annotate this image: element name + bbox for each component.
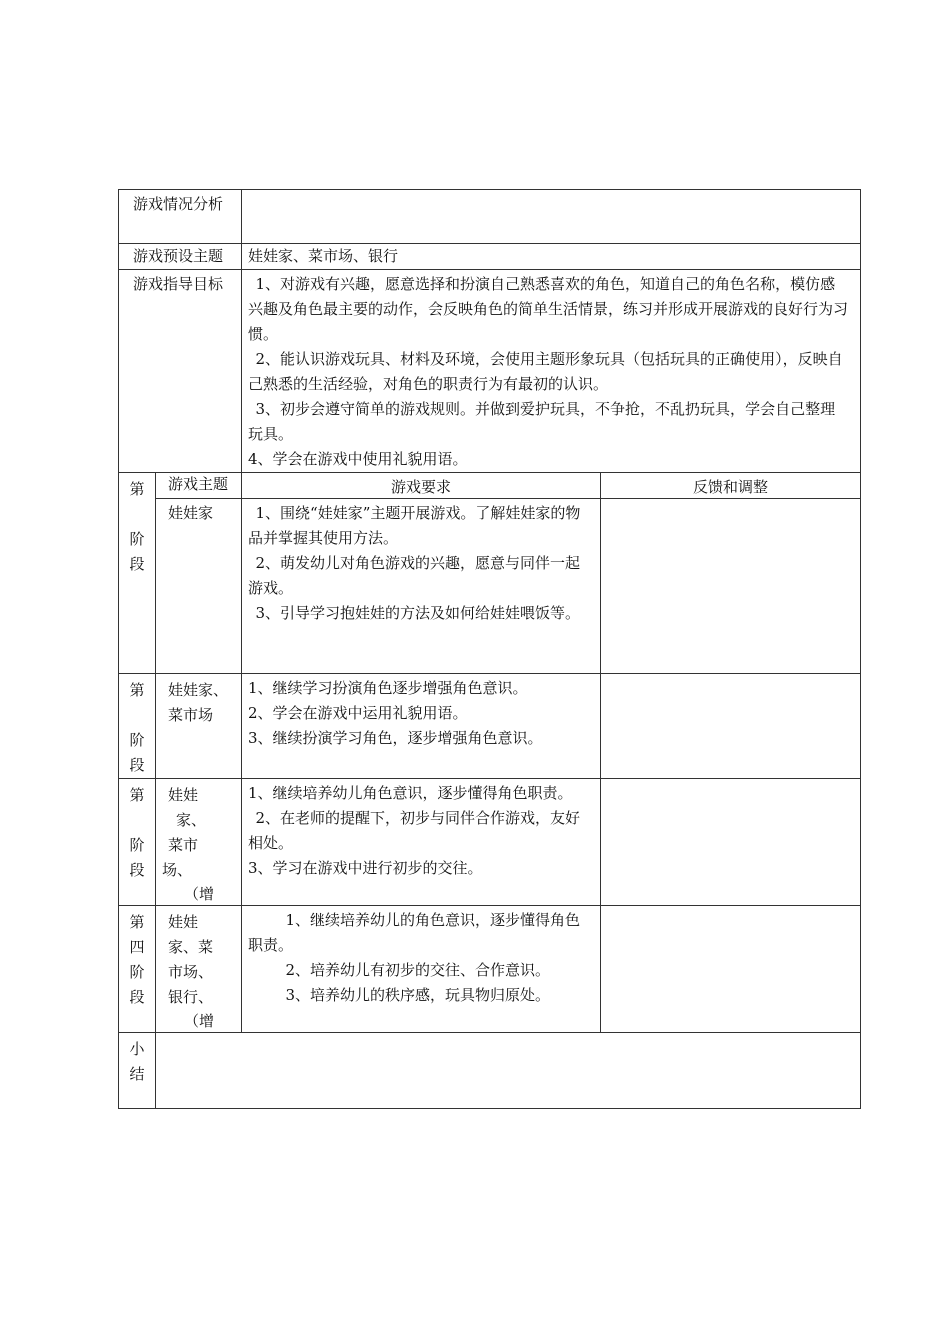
theme-line: 银行、	[168, 988, 214, 1006]
stage-char: 四	[129, 938, 145, 956]
stage-3-feedback[interactable]	[601, 779, 861, 906]
stage-char: 段	[129, 861, 145, 879]
stage-char: 阶	[129, 530, 145, 548]
requirement-item: 1、继续培养幼儿角色意识，逐步懂得角色职责。	[248, 784, 573, 802]
theme-row	[119, 244, 861, 270]
analysis-content[interactable]	[242, 190, 861, 244]
goal-label: 游戏指导目标	[119, 270, 242, 473]
stage-2-requirements	[242, 674, 601, 779]
requirement-item: 1、继续培养幼儿的角色意识，逐步懂得角色职责。	[248, 911, 581, 954]
requirement-item: 2、学会在游戏中运用礼貌用语。	[248, 704, 468, 722]
stage-char: 阶	[129, 963, 145, 981]
stage-char: 第	[129, 786, 145, 804]
feedback-column-header: 反馈和调整	[601, 473, 861, 499]
theme-column-header: 游戏主题	[156, 473, 242, 499]
theme-value: 娃娃家、菜市场、银行	[242, 244, 861, 270]
stage-4-label	[119, 906, 156, 1033]
stage-2-feedback[interactable]	[601, 674, 861, 779]
theme-line: 菜市	[168, 836, 199, 854]
requirement-item: 1、继续学习扮演角色逐步增强角色意识。	[248, 679, 528, 697]
requirement-item: 3、引导学习抱娃娃的方法及如何给娃娃喂饭等。	[255, 604, 581, 622]
requirement-item: 3、培养幼儿的秩序感，玩具物归原处。	[285, 986, 551, 1004]
game-plan-table	[118, 189, 861, 1109]
stage-char: 段	[129, 555, 145, 573]
stage-char: 阶	[129, 836, 145, 854]
stage-4-feedback[interactable]	[601, 906, 861, 1033]
stage-4-theme	[156, 906, 242, 1033]
requirement-item: 1、围绕“娃娃家”主题开展游戏。了解娃娃家的物品并掌握其使用方法。	[248, 504, 581, 547]
summary-label	[119, 1033, 156, 1109]
summary-char: 小	[129, 1040, 145, 1058]
goal-content	[242, 270, 861, 473]
stage-4-requirements	[242, 906, 601, 1033]
goal-item: 2、能认识游戏玩具、材料及环境，会使用主题形象玩具（包括玩具的正确使用），反映自己熟悉的生活经验，对角色的职责行为有最初的认识。	[248, 350, 843, 393]
requirements-column-header: 游戏要求	[242, 473, 601, 499]
stage-row-4	[119, 906, 861, 1033]
stage-char: 第	[129, 913, 145, 931]
goal-item: 4、学会在游戏中使用礼貌用语。	[248, 450, 468, 468]
theme-line: 场、	[162, 861, 193, 879]
stage-3-theme	[156, 779, 242, 906]
activity-plan-sheet	[118, 189, 860, 1109]
stage-1-label	[119, 473, 156, 674]
stage-char: 第	[129, 681, 145, 699]
requirement-item: 2、培养幼儿有初步的交往、合作意识。	[285, 961, 551, 979]
theme-line: 市场、	[168, 963, 214, 981]
goal-row	[119, 270, 861, 473]
stage-row-1	[119, 499, 861, 674]
summary-content[interactable]	[156, 1033, 861, 1109]
summary-row	[119, 1033, 861, 1109]
analysis-label: 游戏情况分析	[119, 190, 242, 244]
stage-char: 段	[129, 988, 145, 1006]
stage-1-feedback[interactable]	[601, 499, 861, 674]
theme-line: 家、	[176, 811, 207, 829]
requirement-item: 2、在老师的提醒下，初步与同伴合作游戏，友好相处。	[248, 809, 581, 852]
theme-line: （增	[184, 885, 215, 903]
stage-2-theme: 娃娃家、菜市场	[156, 674, 242, 779]
theme-line: 娃娃	[168, 913, 199, 931]
stage-row-2	[119, 674, 861, 779]
theme-label: 游戏预设主题	[119, 244, 242, 270]
stage-char: 阶	[129, 731, 145, 749]
stage-char: 第	[129, 480, 145, 498]
stage-header-row	[119, 473, 861, 499]
requirement-item: 3、学习在游戏中进行初步的交往。	[248, 859, 483, 877]
stage-row-3	[119, 779, 861, 906]
stage-3-label	[119, 779, 156, 906]
goal-item: 3、初步会遵守简单的游戏规则。并做到爱护玩具，不争抢，不乱扔玩具，学会自己整理玩具。	[248, 400, 836, 443]
requirement-item: 2、萌发幼儿对角色游戏的兴趣，愿意与同伴一起游戏。	[248, 554, 581, 597]
stage-1-theme: 娃娃家	[156, 499, 242, 674]
theme-line: 娃娃	[168, 786, 199, 804]
theme-line: 家、菜	[168, 938, 214, 956]
stage-char: 段	[129, 756, 145, 774]
theme-line: （增	[184, 1012, 215, 1030]
stage-2-label	[119, 674, 156, 779]
goal-item: 1、对游戏有兴趣，愿意选择和扮演自己熟悉喜欢的角色，知道自己的角色名称，模仿感兴趣及角色最主要的动作，会反映角色的简单生活情景，练习并形成开展游戏的良好行为习惯。	[248, 275, 849, 343]
stage-3-requirements	[242, 779, 601, 906]
analysis-row	[119, 190, 861, 244]
stage-1-requirements	[242, 499, 601, 674]
summary-char: 结	[129, 1065, 145, 1083]
requirement-item: 3、继续扮演学习角色，逐步增强角色意识。	[248, 729, 543, 747]
